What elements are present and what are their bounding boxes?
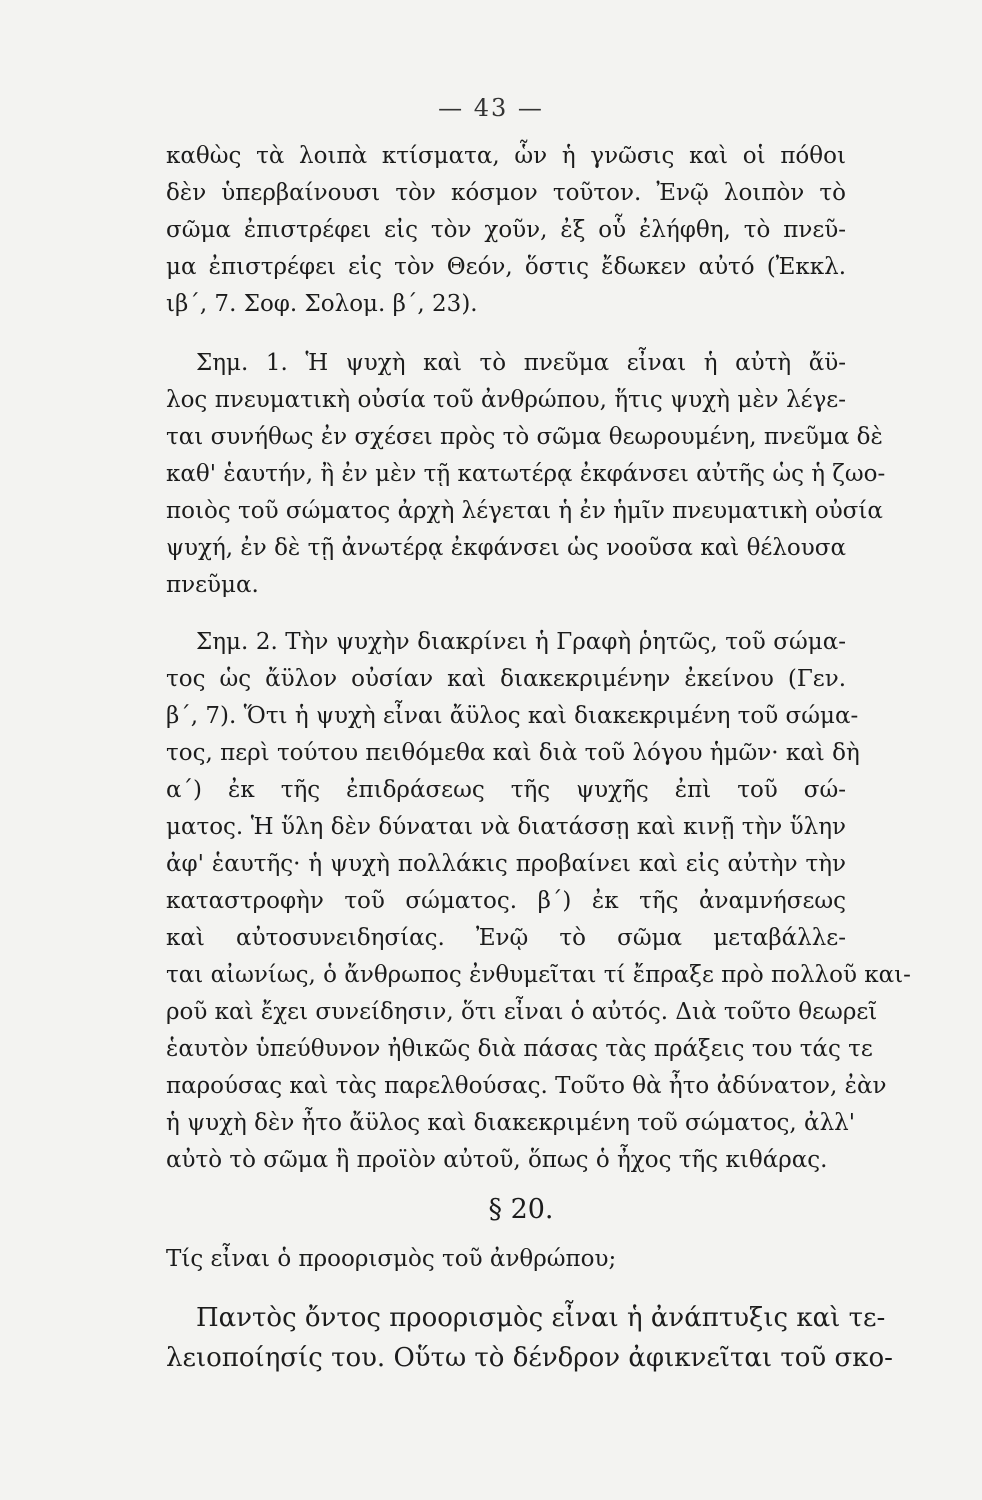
note-line: καθ' ἑαυτήν, ἢ ἐν μὲν τῇ κατωτέρᾳ ἐκφάνσει αὐτῆς ὡς ἡ ζωο-	[166, 461, 886, 487]
note-line: αὐτὸ τὸ σῶμα ἢ προϊὸν αὐτοῦ, ὅπως ὁ ἦχος τῆς κιθάρας.	[166, 1147, 828, 1173]
note-line: ἡ ψυχὴ δὲν ἦτο ἄϋλος καὶ διακεκριμένη τοῦ σώματος, ἀλλ'	[166, 1110, 856, 1136]
note-1	[166, 345, 886, 604]
paragraph-main	[166, 138, 846, 323]
note-line: ἑαυτὸν ὑπεύθυνον ἠθικῶς διὰ πάσας τὰς πράξεις του τάς τε	[166, 1036, 873, 1062]
text-line: καθὼς τὰ λοιπὰ κτίσματα, ὧν ἡ γνῶσις καὶ οἱ πόθοι	[166, 143, 846, 169]
note-line: τος, περὶ τούτου πειθόμεθα καὶ διὰ τοῦ λόγου ἡμῶν· καὶ δὴ	[166, 740, 860, 766]
text-line: μα ἐπιστρέφει εἰς τὸν Θεόν, ὅστις ἔδωκεν αὐτό (Ἐκκλ.	[166, 254, 846, 280]
note-line: λος πνευματικὴ οὐσία τοῦ ἀνθρώπου, ἥτις ψυχὴ μὲν λέγε-	[166, 387, 846, 413]
note-line: Σημ. 1. Ἡ ψυχὴ καὶ τὸ πνεῦμα εἶναι ἡ αὐτὴ ἄϋ-	[196, 350, 846, 376]
note-line: ματος. Ἡ ὕλη δὲν δύναται νὰ διατάσσῃ καὶ κινῇ τὴν ὕλην	[166, 814, 846, 840]
section-heading: § 20.	[488, 1194, 554, 1225]
page-body	[166, 138, 911, 1378]
note-line: ται αἰωνίως, ὁ ἄνθρωπος ἐνθυμεῖται τί ἔπραξε πρὸ πολλοῦ και-	[166, 962, 911, 988]
note-line: πνεῦμα.	[166, 572, 259, 598]
note-line: παρούσας καὶ τὰς παρελθούσας. Τοῦτο θὰ ἦτο ἀδύνατον, ἐὰν	[166, 1073, 887, 1099]
question-text: Τίς εἶναι ὁ προορισμὸς τοῦ ἀνθρώπου;	[166, 1246, 617, 1272]
note-line: ται συνήθως ἐν σχέσει πρὸς τὸ σῶμα θεωρουμένη, πνεῦμα δὲ	[166, 424, 883, 450]
note-line: α΄) ἐκ τῆς ἐπιδράσεως τῆς ψυχῆς ἐπὶ τοῦ σώ-	[166, 777, 846, 803]
note-line: ψυχή, ἐν δὲ τῇ ἀνωτέρᾳ ἐκφάνσει ὡς νοοῦσα καὶ θέλουσα	[166, 535, 846, 561]
note-line: καταστροφὴν τοῦ σώματος. β΄) ἐκ τῆς ἀναμνήσεως	[166, 888, 846, 914]
note-line: β΄, 7). Ὅτι ἡ ψυχὴ εἶναι ἄϋλος καὶ διακεκριμένη τοῦ σώμα-	[166, 703, 859, 729]
answer-paragraph	[166, 1298, 893, 1378]
note-line: τος ὡς ἄϋλον οὐσίαν καὶ διακεκριμένην ἐκείνου (Γεν.	[166, 666, 846, 692]
note-line: ποιὸς τοῦ σώματος ἀρχὴ λέγεται ἡ ἐν ἡμῖν πνευματικὴ οὐσία	[166, 498, 883, 524]
note-line: ἀφ' ἑαυτῆς· ἡ ψυχὴ πολλάκις προβαίνει καὶ εἰς αὐτὴν τὴν	[166, 851, 846, 877]
note-line: Σημ. 2. Τὴν ψυχὴν διακρίνει ἡ Γραφὴ ῥητῶς, τοῦ σώμα-	[196, 629, 846, 655]
answer-line: λειοποίησίς του. Οὕτω τὸ δένδρον ἀφικνεῖται τοῦ σκο-	[166, 1343, 893, 1373]
note-line: καὶ αὐτοσυνειδησίας. Ἐνῷ τὸ σῶμα μεταβάλλε-	[166, 925, 846, 951]
answer-line: Παντὸς ὄντος προορισμὸς εἶναι ἡ ἀνάπτυξις καὶ τε-	[196, 1303, 886, 1333]
text-line: δὲν ὑπερβαίνουσι τὸν κόσμον τοῦτον. Ἐνῷ λοιπὸν τὸ	[166, 180, 846, 206]
note-line: ροῦ καὶ ἔχει συνείδησιν, ὅτι εἶναι ὁ αὐτός. Διὰ τοῦτο θεωρεῖ	[166, 999, 878, 1025]
text-line: σῶμα ἐπιστρέφει εἰς τὸν χοῦν, ἐξ οὗ ἐλήφθη, τὸ πνεῦ-	[166, 217, 846, 243]
page-number: — 43 —	[438, 94, 544, 122]
note-2	[166, 624, 911, 1179]
text-line: ιβ΄, 7. Σοφ. Σολομ. β΄, 23).	[166, 291, 478, 317]
